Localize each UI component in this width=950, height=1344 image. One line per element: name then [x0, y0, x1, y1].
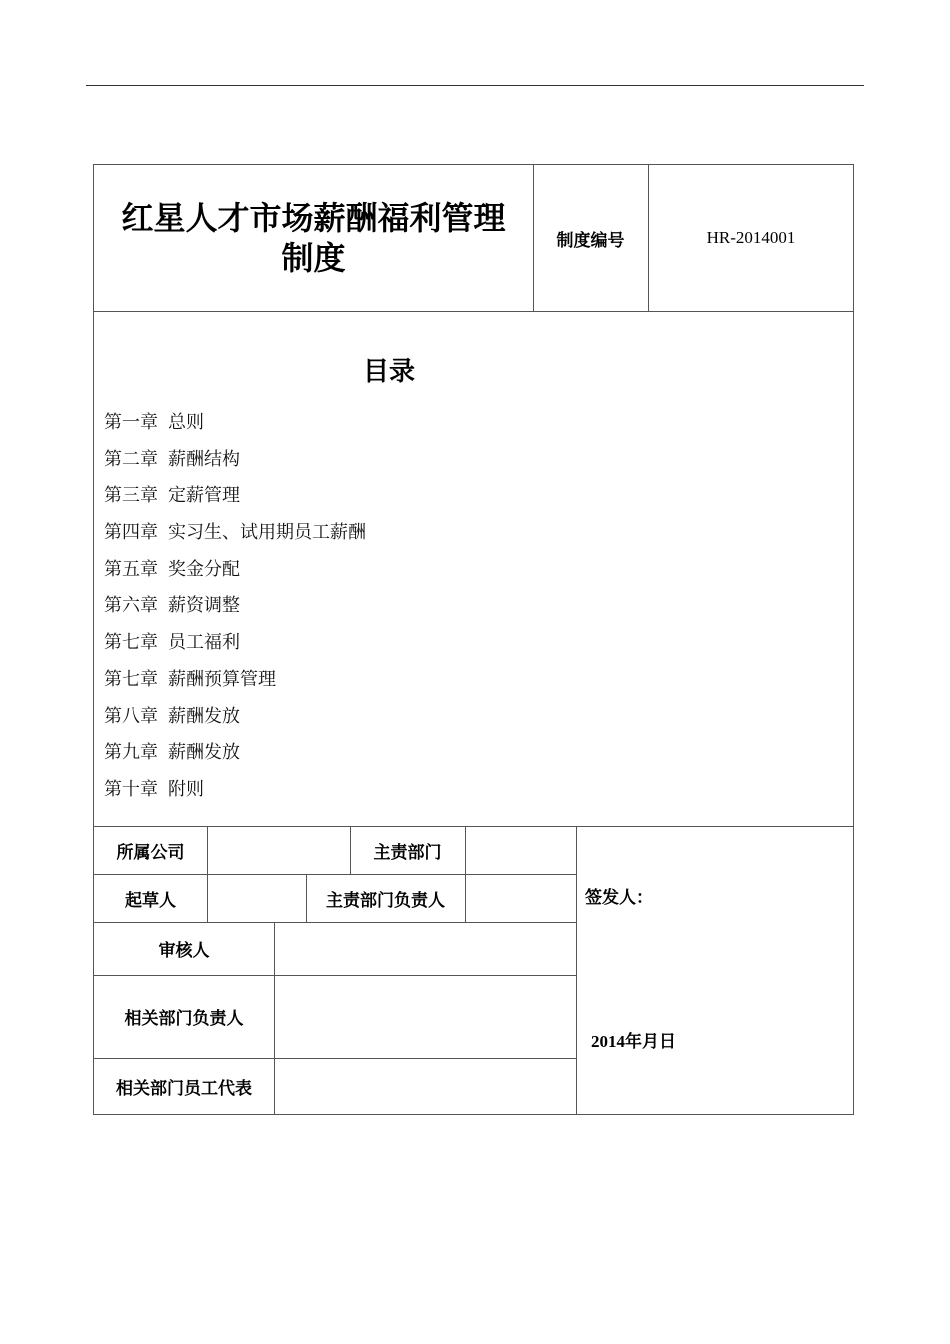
related-staff-label: 相关部门员工代表 — [116, 1079, 252, 1099]
divider — [576, 826, 577, 1115]
toc-item: 第三章 定薪管理 — [104, 485, 240, 507]
drafter-field[interactable] — [207, 874, 306, 922]
divider — [94, 311, 854, 312]
toc-title: 目录 — [362, 357, 415, 387]
signer-label: 签发人： — [585, 888, 653, 908]
dept-head-label: 主责部门负责人 — [326, 890, 445, 911]
related-head-label: 相关部门负责人 — [124, 1009, 244, 1029]
toc-item: 第九章 薪酬发放 — [104, 742, 240, 764]
sign-date-suffix: 年月日 — [625, 1032, 676, 1052]
company-field[interactable] — [207, 826, 350, 874]
related-staff-field[interactable] — [274, 1058, 576, 1115]
dept-label: 主责部门 — [373, 842, 442, 863]
related-head-field[interactable] — [274, 975, 576, 1058]
document-title: 红星人才市场薪酬福利管理制度 — [121, 199, 506, 277]
dept-field[interactable] — [465, 826, 576, 874]
code-label: 制度编号 — [556, 230, 625, 251]
header-rule — [86, 85, 864, 86]
reviewer-field[interactable] — [274, 922, 576, 975]
drafter-label: 起草人 — [125, 890, 176, 911]
toc-item: 第一章 总则 — [104, 412, 204, 433]
toc-item: 第七章 薪酬预算管理 — [104, 668, 276, 690]
sign-date — [591, 1027, 676, 1052]
toc-item: 第八章 薪酬发放 — [104, 705, 240, 727]
toc-item: 第七章 员工福利 — [104, 632, 240, 654]
toc-item: 第十章 附则 — [104, 778, 204, 800]
dept-head-field[interactable] — [465, 874, 576, 922]
toc-list — [104, 405, 366, 809]
policy-document — [93, 164, 854, 1115]
sign-date-year: 2014 — [591, 1032, 625, 1051]
toc-item: 第六章 薪资调整 — [104, 595, 240, 617]
toc-item: 第二章 薪酬结构 — [104, 448, 240, 470]
code-value: HR-2014001 — [706, 228, 796, 247]
reviewer-label: 审核人 — [158, 941, 210, 961]
company-label: 所属公司 — [116, 842, 185, 863]
toc-item: 第五章 奖金分配 — [104, 558, 240, 580]
toc-item: 第四章 实习生、试用期员工薪酬 — [104, 522, 366, 544]
